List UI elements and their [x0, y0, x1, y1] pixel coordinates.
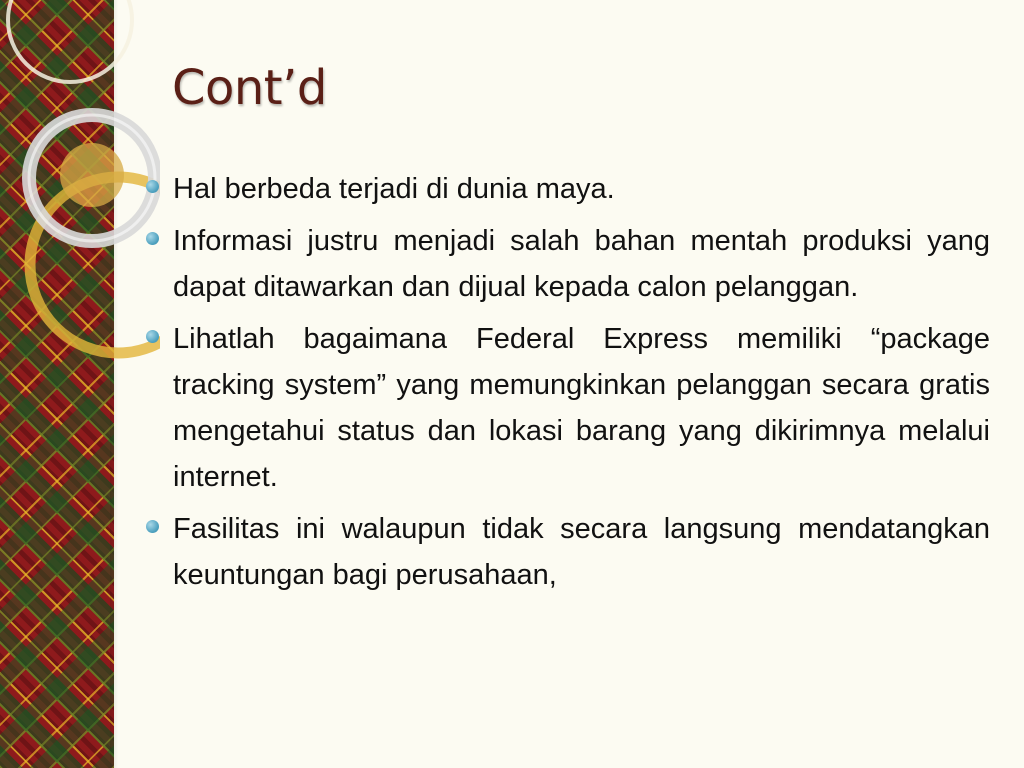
ring-ornament-icon	[0, 0, 160, 420]
bullet-text: Fasilitas ini walaupun tidak secara langsung mendatangkan keuntungan bagi perusahaan,	[173, 513, 990, 591]
large-ring-ornament	[8, 0, 132, 82]
circle-bullet-icon	[146, 180, 159, 193]
circle-bullet-icon	[146, 520, 159, 533]
bullet-item	[146, 166, 990, 212]
circle-bullet-icon	[146, 330, 159, 343]
bullet-list	[146, 166, 990, 604]
bullet-text: Hal berbeda terjadi di dunia maya.	[173, 173, 615, 205]
bullet-text: Lihatlah bagaimana Federal Express memiliki “package tracking system” yang memungkinkan pelanggan secara gratis mengetahui status dan lokasi barang yang dikirimnya melalui internet.	[173, 323, 990, 493]
bullet-item	[146, 316, 990, 500]
circle-bullet-icon	[146, 232, 159, 245]
slide-title: Cont’d	[172, 60, 327, 116]
bullet-item	[146, 218, 990, 310]
gold-ball-ornament	[60, 143, 124, 207]
bullet-text: Informasi justru menjadi salah bahan mentah produksi yang dapat ditawarkan dan dijual kepada calon pelanggan.	[173, 225, 990, 303]
bullet-item	[146, 506, 990, 598]
